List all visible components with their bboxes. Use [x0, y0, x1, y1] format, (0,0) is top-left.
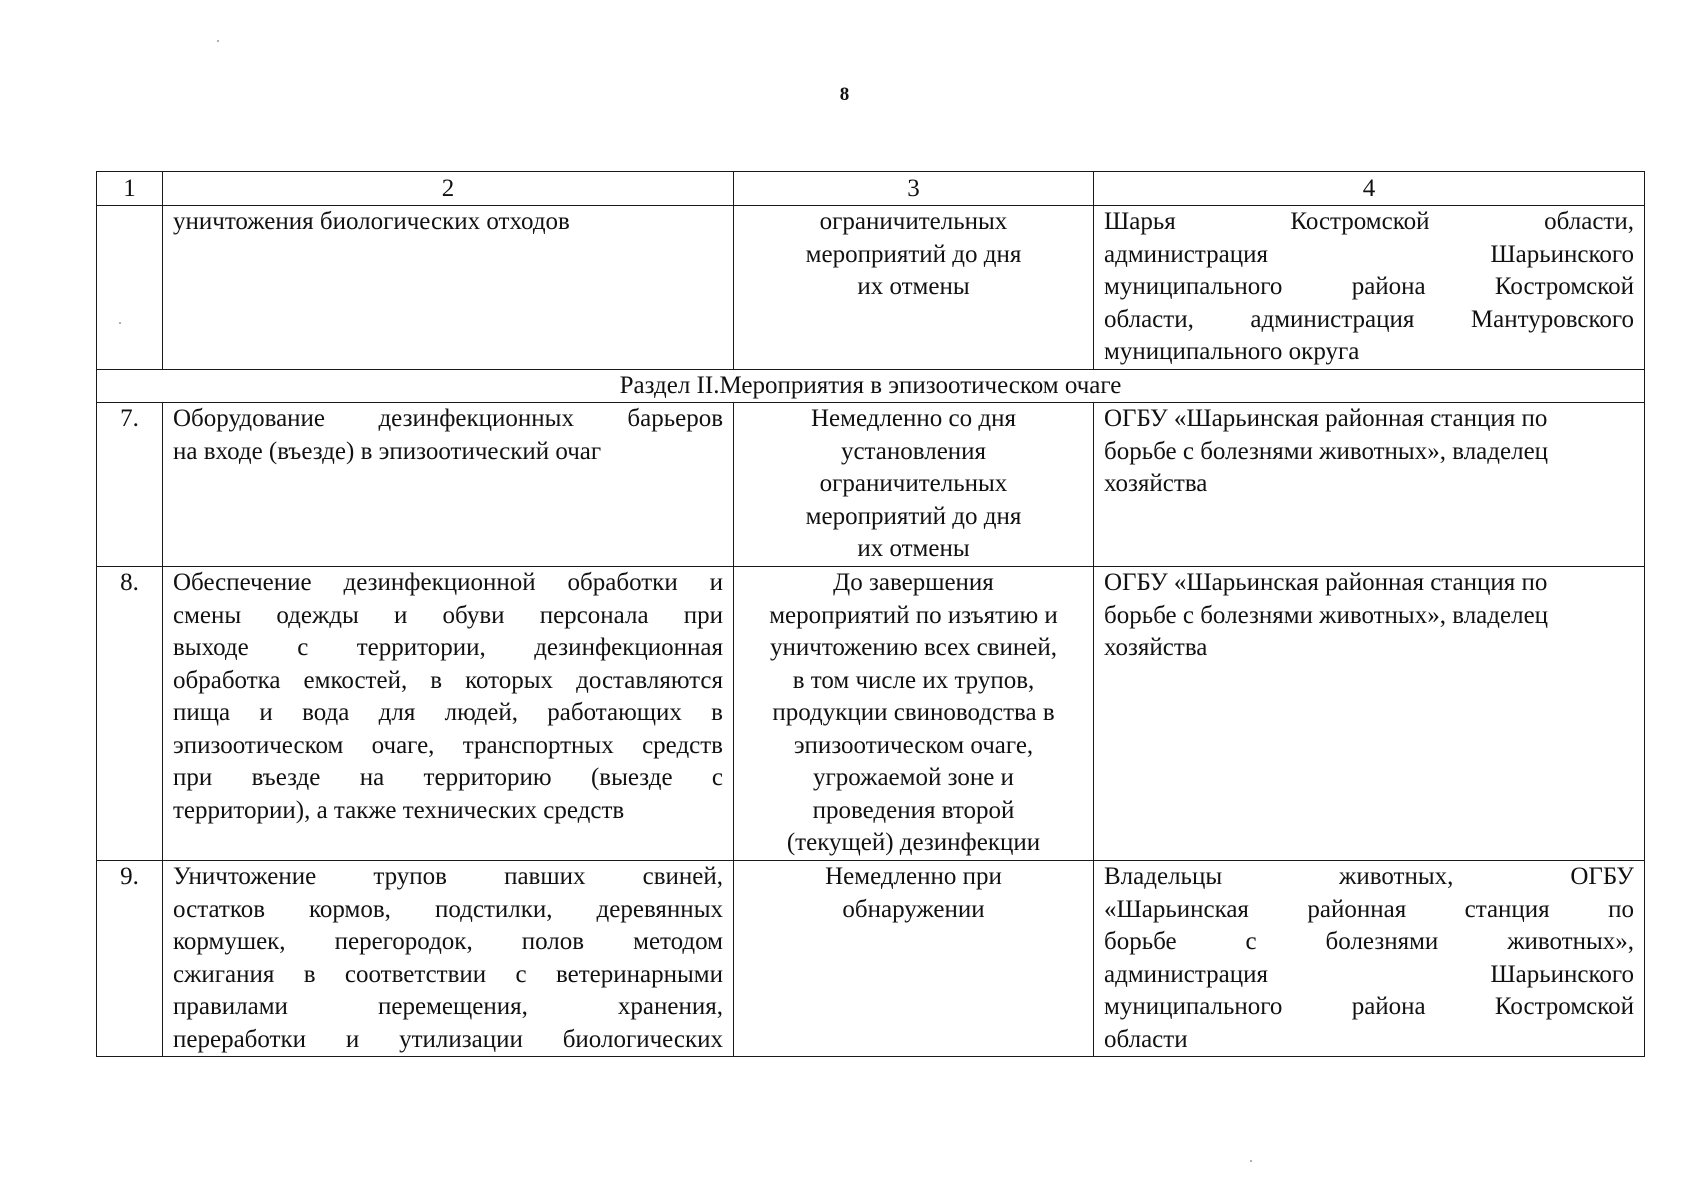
- cell-text-line: уничтожения биологических отходов: [173, 208, 570, 235]
- cell-text-line: переработки и утилизации биологических: [173, 1025, 723, 1053]
- timing-cell: [734, 861, 1094, 1057]
- cell-text-line: пища и вода для людей, работающих в: [173, 699, 723, 726]
- cell-text-line: мероприятий по изъятию и: [769, 601, 1058, 629]
- cell-text-line: До завершения: [833, 569, 994, 596]
- responsible-cell: [1094, 403, 1645, 567]
- scan-speck: [119, 322, 121, 324]
- responsible-cell: [1094, 567, 1645, 861]
- cell-text-line: Владельцы животных, ОГБУ: [1104, 863, 1634, 890]
- cell-text-line: обработка емкостей, в которых доставляются: [173, 666, 723, 694]
- cell-text-line: области, администрация Мантуровского: [1104, 305, 1634, 333]
- section-title: Раздел II.Мероприятия в эпизоотическом очаге: [97, 370, 1645, 403]
- cell-text-line: ограничительных: [819, 208, 1008, 235]
- cell-text-line: Обеспечение дезинфекционной обработки и: [173, 569, 723, 596]
- scan-speck: [217, 40, 219, 42]
- timing-cell: [734, 206, 1094, 370]
- header-cell-3: 3: [734, 172, 1094, 206]
- row-number-cell: 9.: [97, 861, 163, 1057]
- measure-cell: [163, 403, 734, 567]
- table-row-continuation: [97, 206, 1645, 370]
- cell-text-line: смены одежды и обуви персонала при: [173, 601, 723, 629]
- timing-cell: [734, 567, 1094, 861]
- cell-text-line: их отмены: [857, 273, 970, 300]
- cell-text-line: администрация Шарьинского: [1104, 960, 1634, 988]
- cell-text-line: Немедленно со дня: [811, 405, 1016, 432]
- table-row: [97, 567, 1645, 861]
- cell-text-line: угрожаемой зоне и: [813, 764, 1014, 791]
- cell-text-line: проведения второй: [812, 796, 1015, 824]
- scan-speck: [1250, 1160, 1252, 1162]
- cell-text-line: эпизоотическом очаге,: [793, 731, 1034, 759]
- cell-text-line: продукции свиноводства в: [772, 699, 1055, 726]
- table-row: [97, 861, 1645, 1057]
- cell-text-line: их отмены: [857, 535, 970, 562]
- cell-text-line: борьбе с болезнями животных», владелец: [1104, 437, 1549, 465]
- measure-cell: [163, 206, 734, 370]
- cell-text-line: борьбе с болезнями животных», владелец: [1104, 601, 1549, 629]
- cell-text-line: выходе с территории, дезинфекционная: [173, 634, 723, 661]
- cell-text-line: ОГБУ «Шарьинская районная станция по: [1104, 569, 1548, 596]
- measure-cell: [163, 861, 734, 1057]
- page-number: 8: [839, 84, 850, 105]
- cell-text-line: уничтожению всех свиней,: [770, 634, 1057, 661]
- cell-text-line: «Шарьинская районная станция по: [1104, 895, 1634, 923]
- cell-text-line: муниципального района Костромской: [1104, 273, 1634, 300]
- cell-text-line: обнаружении: [842, 895, 985, 923]
- cell-text-line: на входе (въезде) в эпизоотический очаг: [173, 437, 602, 465]
- row-number-cell: 8.: [97, 567, 163, 861]
- cell-text-line: остатков кормов, подстилки, деревянных: [173, 895, 723, 923]
- cell-text-line: муниципального района Костромской: [1104, 993, 1634, 1020]
- cell-text-line: при въезде на территорию (выезде с: [173, 764, 723, 791]
- cell-text-line: мероприятий до дня: [805, 502, 1022, 530]
- cell-text-line: Оборудование дезинфекционных барьеров: [173, 405, 723, 432]
- cell-text-line: правилами перемещения, хранения,: [173, 993, 723, 1020]
- cell-text-line: администрация Шарьинского: [1104, 240, 1634, 268]
- row-number-cell: 7.: [97, 403, 163, 567]
- measures-table: [96, 171, 1645, 1057]
- cell-text-line: (текущей) дезинфекции: [786, 829, 1041, 856]
- cell-text-line: Уничтожение трупов павших свиней,: [173, 863, 723, 890]
- header-cell-2: 2: [163, 172, 734, 206]
- timing-cell: [734, 403, 1094, 567]
- cell-text-line: мероприятий до дня: [805, 240, 1022, 268]
- section-title-row: [97, 370, 1645, 403]
- cell-text-line: территории), а также технических средств: [173, 796, 625, 824]
- cell-text-line: Шарья Костромской области,: [1104, 208, 1634, 235]
- cell-text-line: эпизоотическом очаге, транспортных средств: [173, 731, 723, 759]
- row-number-cell: [97, 206, 163, 370]
- cell-text-line: ограничительных: [819, 470, 1008, 497]
- cell-text-line: Немедленно при: [825, 863, 1002, 890]
- cell-text-line: муниципального округа: [1104, 338, 1360, 365]
- responsible-cell: [1094, 206, 1645, 370]
- cell-text-line: области: [1104, 1025, 1188, 1053]
- header-cell-1: 1: [97, 172, 163, 206]
- cell-text-line: в том числе их трупов,: [792, 666, 1035, 694]
- header-cell-4: 4: [1094, 172, 1645, 206]
- measure-cell: [163, 567, 734, 861]
- cell-text-line: хозяйства: [1104, 470, 1208, 497]
- cell-text-line: кормушек, перегородок, полов методом: [173, 928, 723, 955]
- table-header-row: [97, 172, 1645, 206]
- cell-text-line: ОГБУ «Шарьинская районная станция по: [1104, 405, 1548, 432]
- cell-text-line: хозяйства: [1104, 634, 1208, 661]
- responsible-cell: [1094, 861, 1645, 1057]
- cell-text-line: установления: [840, 437, 987, 465]
- table-row: [97, 403, 1645, 567]
- cell-text-line: борьбе с болезнями животных»,: [1104, 928, 1634, 955]
- cell-text-line: сжигания в соответствии с ветеринарными: [173, 960, 723, 988]
